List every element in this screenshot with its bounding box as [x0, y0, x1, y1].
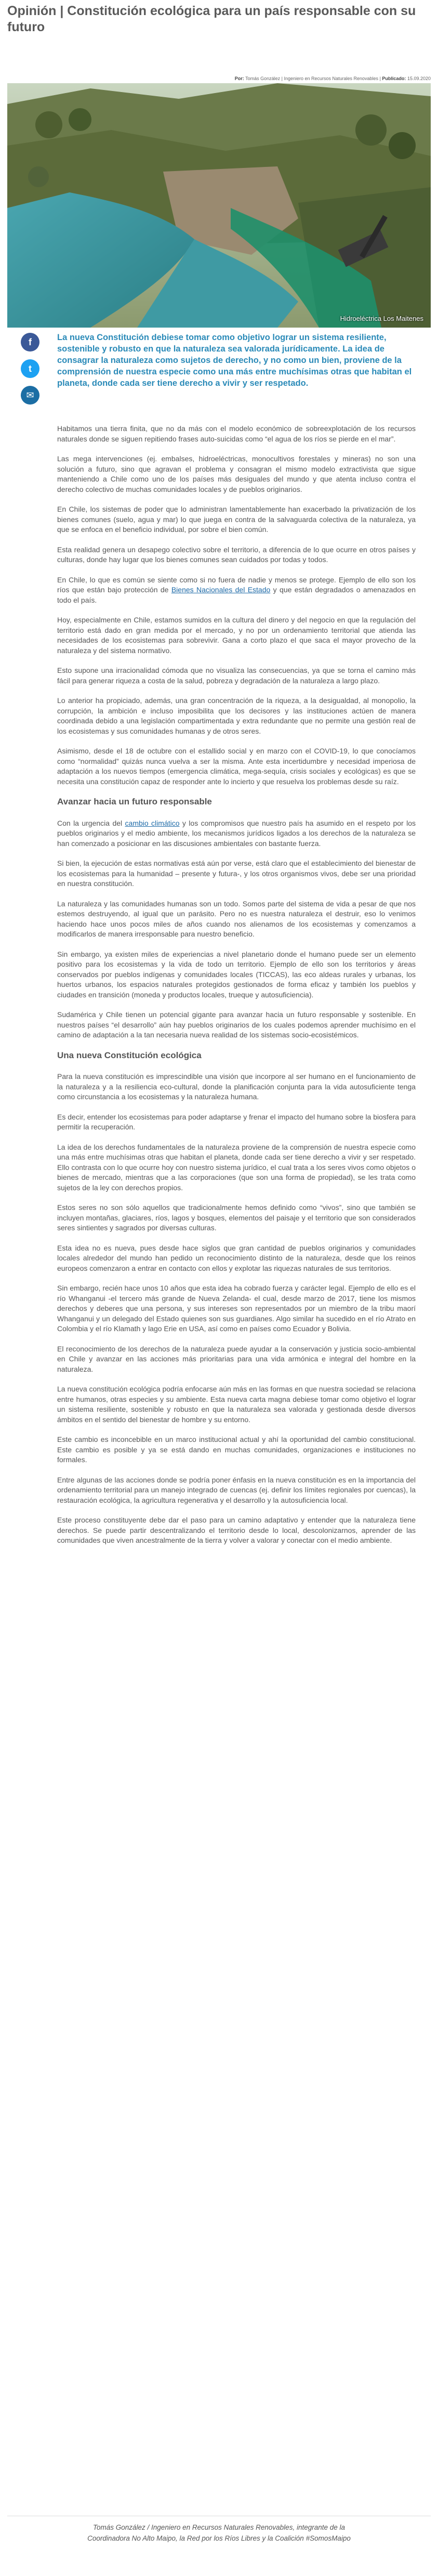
twitter-icon: t [29, 363, 32, 374]
email-icon: ✉ [26, 389, 34, 400]
hero-caption: Hidroeléctrica Los Maitenes [340, 315, 423, 322]
paragraph: Si bien, la ejecución de estas normativas está aún por verse, está claro que el establecimiento del bienestar de los ecosistemas para la humanidad – presente y futura-, y los otros organismos vivos, debe ser una prioridad en nuestra constitución. [57, 859, 416, 888]
paragraph: Para la nueva constitución es imprescindible una visión que incorpore al ser humano en el funcionamiento de la naturaleza y a la resiliencia eco-cultural, donde la planificación conjunta para la vida autosuficiente tenga como circunstancia a los ecosistemas y la naturaleza humana. [57, 1072, 416, 1101]
paragraph: La idea de los derechos fundamentales de la naturaleza proviene de la comprensión de nuestra especie como una más entre muchísimas otras que habitan el planeta, donde cada ser tiene derecho a vivir y ser respetado. Ello contrasta con lo que ocurre hoy con nuestro sistema jurídico, el cual trata a los seres vivos como objetos o bienes de mercado, mientras que a las corporaciones (que son una forma de propiedad), se les trata como sujetos de la ley con derechos propios. [57, 1142, 416, 1192]
byline-date: 15.09.2020 [407, 76, 431, 81]
hero-image [7, 83, 431, 328]
paragraph: Este cambio es inconcebible en un marco institucional actual y ahí la oportunidad del cambio constitucional. Este cambio es posible y ya se está dando en muchas comunidades, organizaciones e instituciones no formales. [57, 1435, 416, 1464]
paragraph: Este proceso constituyente debe dar el paso para un camino adaptativo y entender que la naturaleza tiene derechos. Se puede partir descentralizando el territorio desde lo local, descolonizarnos, aprender de las comunidades que viven ancestralmente de la tierra y volver a valorar y conectar con el medio ambiente. [57, 1516, 416, 1544]
paragraph: Con la urgencia del cambio climático y los compromisos que nuestro país ha asumido en el respeto por los pueblos originarios y el medio ambiente, los mecanismos jurídicos ligados a los derechos de la naturaleza se han comenzado a posicionar en las discusiones ambientales con bastante fuerza. [57, 818, 416, 848]
paragraph: Estos seres no son sólo aquellos que tradicionalmente hemos definido como “vivos”, sino que también se incluyen montañas, glaciares, ríos, lagos y bosques, elementos del paisaje y el territorio que son considerados seres sintientes y sagrados por diversas culturas. [57, 1203, 416, 1232]
paragraph: Habitamos una tierra finita, que no da más con el modelo económico de sobreexplotación de los recursos naturales donde se siguen repitiendo frases auto-suicidas como “el agua de los ríos se pierde en el mar”. [57, 424, 416, 443]
paragraph: Hoy, especialmente en Chile, estamos sumidos en la cultura del dinero y del negocio en que la regulación del territorio está dado en gran medida por el mercado, y no por un ordenamiento territorial que atienda las necesidades de los ecosistemas para sobrevivir. Gana a corto plazo el que saca el mayor provecho de la naturaleza y del sistema normativo. [57, 616, 416, 655]
paragraph: La nueva constitución ecológica podría enfocarse aún más en las formas en que nuestra sociedad se relaciona entre humanos, otras especies y su ambiente. Esta nueva carta magna debiese tomar como objetivo el lograr un sistema resiliente, sostenible y robusto en que la naturaleza sea valorada y gestionada desde diversos ámbitos en el sentido del bienestar de hombre y su entorno. [57, 1385, 416, 1424]
paragraph: En Chile, lo que es común se siente como si no fuera de nadie y menos se protege. Ejemplo de ello son los ríos que están bajo protección de Bienes Nacionales del Estado y que están degradados o amenazados en todo el país. [57, 575, 416, 604]
article-body [57, 424, 416, 1556]
share-bar [21, 333, 39, 412]
facebook-icon: f [29, 336, 32, 347]
facebook-share-button[interactable] [21, 333, 39, 352]
paragraph: Sin embargo, recién hace unos 10 años que esta idea ha cobrado fuerza y carácter legal. Ejemplo de ello es el río Whanganui -el tercero más grande de Nueva Zelanda- el cual, desde marzo de 2017, tiene los mismos derechos y deberes que una persona, y sus intereses son representados por un miembro de la tribu maorí Whanganui y un delegado del Estado quienes son sus guardianes. Algo similar ha sucedido en el río Atrato en Colombia y el río Klamath y lago Erie en USA, así como en países como Ecuador y Bolivia. [57, 1284, 416, 1333]
paragraph: Lo anterior ha propiciado, además, una gran concentración de la riqueza, a la desigualdad, al monopolio, la corrupción, la ambición e incluso imposibilita que los decisores y las instituciones actúen de manera coordinada debido a una legislación compartimentada y extra redundante que no permite una gestión real de los ecosistemas y sus comunidades humanas y de otros seres. [57, 696, 416, 735]
section-heading: Avanzar hacia un futuro responsable [57, 797, 212, 806]
byline-por-label: Por: [234, 76, 244, 81]
author-footer-note: Tomás González / Ingeniero en Recursos Naturales Renovables, integrante de la Coordinadora No Alto Maipo, la Red por los Ríos Libres y la Coalición #SomosMaipo [87, 2523, 351, 2542]
byline: Por: Tomás González | Ingeniero en Recursos Naturales Renovables | Publicado: 15.09.2020 [234, 76, 431, 81]
byline-publicado-label: Publicado: [382, 76, 406, 81]
cambio-climatico-link[interactable]: cambio climático [125, 818, 180, 827]
paragraph: Las mega intervenciones (ej. embalses, hidroeléctricas, monocultivos forestales y mineras) no son una solución a futuro, sino que agravan el problema y consagran el mismo modelo extractivista que sigue manteniendo a Chile como uno de los países más desiguales del mundo y que atenta incluso contra el derecho colectivo de muchas comunidades locales y de pueblos originarios. [57, 454, 416, 493]
email-share-button[interactable] [21, 386, 39, 405]
article-title: Opinión | Constitución ecológica para un país responsable con su futuro [7, 4, 416, 34]
paragraph: Esto supone una irracionalidad cómoda que no visualiza las consecuencias, ya que se torna el camino más fácil para generar riqueza a costa de la salud, pobreza y degradación de la naturaleza a largo plazo. [57, 666, 416, 685]
section-heading: Una nueva Constitución ecológica [57, 1050, 202, 1060]
paragraph: Esta idea no es nueva, pues desde hace siglos que gran cantidad de pueblos originarios y comunidades locales alrededor del mundo han pedido un reconocimiento distinto de la naturaleza, desde que los reinos europeos comenzaron a entrar en contacto con ellos y explotar las riquezas naturales de sus territorios. [57, 1243, 416, 1272]
paragraph: Esta realidad genera un desapego colectivo sobre el territorio, a diferencia de lo que ocurre en otros países y culturas, donde hay lugar que los bienes comunes sean cuidados por todas y todos. [57, 545, 416, 564]
paragraph: Sudamérica y Chile tienen un potencial gigante para avanzar hacia un futuro responsable y sostenible. En nuestros países “el desarrollo” aún hay pueblos originarios de los cuales podemos aprender muchísimo en el camino de adaptación a la tan necesaria nueva realidad de los sistemas socio-ecosistémicos. [57, 1010, 416, 1039]
paragraph: Entre algunas de las acciones donde se podría poner énfasis en la nueva constitución es en la importancia del ordenamiento territorial para un manejo integrado de cuencas (ej. definir los límites regionales por cuencas), la restauración ecológica, la agricultura regenerativa y el desarrollo y la autosuficiencia local. [57, 1475, 416, 1504]
paragraph: Es decir, entender los ecosistemas para poder adaptarse y frenar el impacto del humano sobre la biosfera para permitir la recuperación. [57, 1112, 416, 1131]
bienes-nacionales-link[interactable]: Bienes Nacionales del Estado [171, 586, 271, 594]
paragraph: En Chile, los sistemas de poder que lo administran lamentablemente han exacerbado la privatización de los bienes comunes (suelo, agua y mar) lo que juega en contra de la salvaguarda colectiva de la naturaleza, ya que se enfoca en el beneficio individual, por sobre el bien común. [57, 505, 416, 534]
byline-author: Tomás González | Ingeniero en Recursos Naturales Renovables [245, 76, 379, 81]
hero-illustration [7, 83, 431, 328]
paragraph: Sin embargo, ya existen miles de experiencias a nivel planetario donde el humano puede ser un elemento positivo para los ecosistemas y la vida de todo un territorio. Ejemplo de ello son los territorios y áreas conservados por pueblos indígenas y comunidades locales (TICCAS), las eco aldeas rurales y urbanas, los huertos urbanos, los espacios naturales protegidos gestionados de forma eficaz y también los pueblos y ciudades en transición (moneda y productos locales, trueque y autosuficiencia). [57, 949, 416, 999]
paragraph: Asimismo, desde el 18 de octubre con el estallido social y en marzo con el COVID-19, lo que conocíamos como “normalidad” quizás nunca vuelva a ser la misma. Ante esta incertidumbre y necesidad imperiosa de adaptación a los nuevos tiempos (emergencia climática, mega-sequía, crisis sociales y ecológicas) es que se necesita una constitución capaz de responder ante lo incierto y que resuelva los problemas desde su raíz. [57, 747, 416, 786]
twitter-share-button[interactable] [21, 359, 39, 378]
article-lead: La nueva Constitución debiese tomar como objetivo lograr un sistema resiliente, sostenible y robusto en que la naturaleza sea valorada jurídicamente. La idea de consagrar la naturaleza como sujetos de derecho, y no como un bien, proviene de la comprensión de nuestra especie como una más entre muchísimas otras que habitan el planeta, donde cada ser tiene derecho a vivir y ser respetado. [57, 333, 412, 388]
paragraph: La naturaleza y las comunidades humanas son un todo. Somos parte del sistema de vida a pesar de que nos estemos destruyendo, al igual que un parásito. Pero no es nuestra naturaleza el destruir, eso lo venimos haciendo hace unos pocos miles de años cuando nos alienamos de los ecosistemas y comenzamos a modificarlos de manera irresponsable para nuestro beneficio. [57, 899, 416, 938]
paragraph: El reconocimiento de los derechos de la naturaleza puede ayudar a la conservación y justicia socio-ambiental en Chile y avanzar en las acciones más prioritarias para una vida armónica e integral del hombre en la naturaleza. [57, 1344, 416, 1373]
